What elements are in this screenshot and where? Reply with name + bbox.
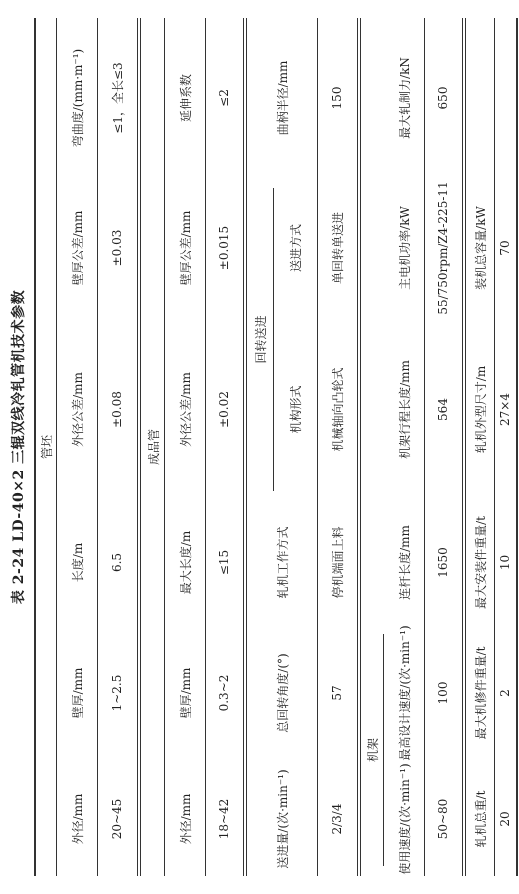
table-cell: ≤2 (217, 89, 231, 107)
table-cell: 最大安装件重量/t (473, 516, 488, 609)
double-rule (462, 18, 463, 876)
table-cell: 曲柄半径/mm (275, 60, 290, 136)
table-cell: ≤1，全长≤3 (110, 62, 125, 134)
table-cell: 50~80 (436, 798, 450, 840)
blank-header-row (57, 18, 97, 876)
table-cell: 10 (498, 554, 512, 571)
double-rule (243, 18, 244, 876)
table-cell: 外径公差/mm (178, 372, 193, 447)
finished-band: 成品管 (146, 429, 161, 466)
table-cell: ±0.015 (217, 225, 231, 271)
technical-table (30, 0, 518, 894)
table-title: 表 2-24 LD-40×2 三辊双线冷轧管机技术参数 (11, 289, 27, 605)
feed-value-row (318, 18, 356, 876)
table-cell: 长度/m (70, 542, 85, 583)
table-cell: 机械轴向凸轮式 (330, 367, 345, 452)
table-cell: 55/750rpm/Z4-225-11 (436, 181, 450, 315)
weights-header-row (466, 18, 494, 876)
table-cell: 壁厚/mm (70, 667, 85, 719)
table-cell: 轧机工作方式 (275, 526, 290, 599)
table-cell: ≤15 (217, 549, 231, 576)
table-cell: 主电机功率/kW (397, 206, 412, 290)
frame-band: 机架 (365, 738, 380, 763)
table-cell: 18~42 (217, 798, 231, 840)
table-cell: ±0.08 (110, 391, 124, 428)
table-cell: 壁厚公差/mm (178, 210, 193, 286)
table-cell: 壁厚公差/mm (70, 210, 85, 286)
table-cell: 1650 (436, 547, 450, 578)
table-group-header: 回转送进 (253, 315, 268, 364)
table-cell: 装机总容量/kW (473, 206, 488, 290)
table-cell: 轧机总重/t (473, 790, 488, 848)
table-cell: 最大轧制力/kN (397, 57, 412, 139)
table-cell: ±0.03 (110, 229, 124, 267)
double-rule (140, 18, 141, 876)
frame-header-row (384, 18, 424, 876)
table-cell: 轧机外型尺寸/m (473, 365, 488, 454)
finished-value-row (206, 18, 242, 876)
table-cell: 6.5 (110, 552, 124, 573)
table-cell: 70 (498, 240, 512, 256)
table-cell: 最大机修件重量/t (473, 646, 488, 740)
table-cell: 20~45 (110, 798, 124, 840)
table-cell: ±0.02 (217, 391, 231, 428)
table-cell: 壁厚/mm (178, 667, 193, 719)
table-cell: 100 (436, 681, 450, 705)
table-cell: 1~2.5 (110, 674, 124, 712)
table-cell: 延伸系数 (178, 74, 193, 123)
weights-value-row (495, 18, 515, 876)
double-rule (137, 18, 138, 876)
table-cell: 机构形式 (289, 385, 303, 434)
table-cell: 57 (330, 685, 344, 701)
table-cell: 150 (330, 86, 344, 110)
table-cell: 弯曲度/(mm·m⁻¹) (70, 48, 85, 148)
table-cell: 650 (436, 86, 450, 110)
table-cell: 2/3/4 (330, 803, 344, 835)
table-cell: 564 (436, 398, 450, 421)
table-cell: 送进量/(次·min⁻¹) (275, 769, 290, 869)
blank-band: 管坯 (39, 435, 54, 460)
table-cell: 送进方式 (289, 224, 303, 273)
frame-value-row (425, 18, 461, 876)
table-cell: 使用速度/(次·min⁻¹) (397, 763, 412, 875)
table-cell: 最大长度/m (178, 530, 193, 595)
finished-header-row (165, 18, 205, 876)
blank-value-row (98, 18, 136, 876)
table-cell: 0.3~2 (217, 674, 231, 712)
table-cell: 20 (498, 811, 512, 827)
table-cell: 机架行程长度/mm (397, 360, 412, 459)
table-cell: 外径公差/mm (70, 372, 85, 447)
table-bottom-rule (516, 18, 518, 876)
table-cell: 连杆长度/mm (397, 525, 412, 600)
double-rule (357, 18, 358, 876)
table-cell: 外径/mm (70, 793, 85, 845)
feed-header-row (247, 18, 317, 876)
table-cell: 27×4 (498, 393, 512, 426)
table-cell: 2 (498, 689, 512, 697)
table-cell: 最高设计速度/(次·min⁻¹) (397, 625, 412, 761)
table-cell: 外径/mm (178, 793, 193, 845)
table-cell: 总回转角度/(°) (275, 653, 290, 733)
table-cell: 停机端面上料 (330, 526, 345, 599)
table-cell: 单回转单送进 (330, 212, 345, 285)
